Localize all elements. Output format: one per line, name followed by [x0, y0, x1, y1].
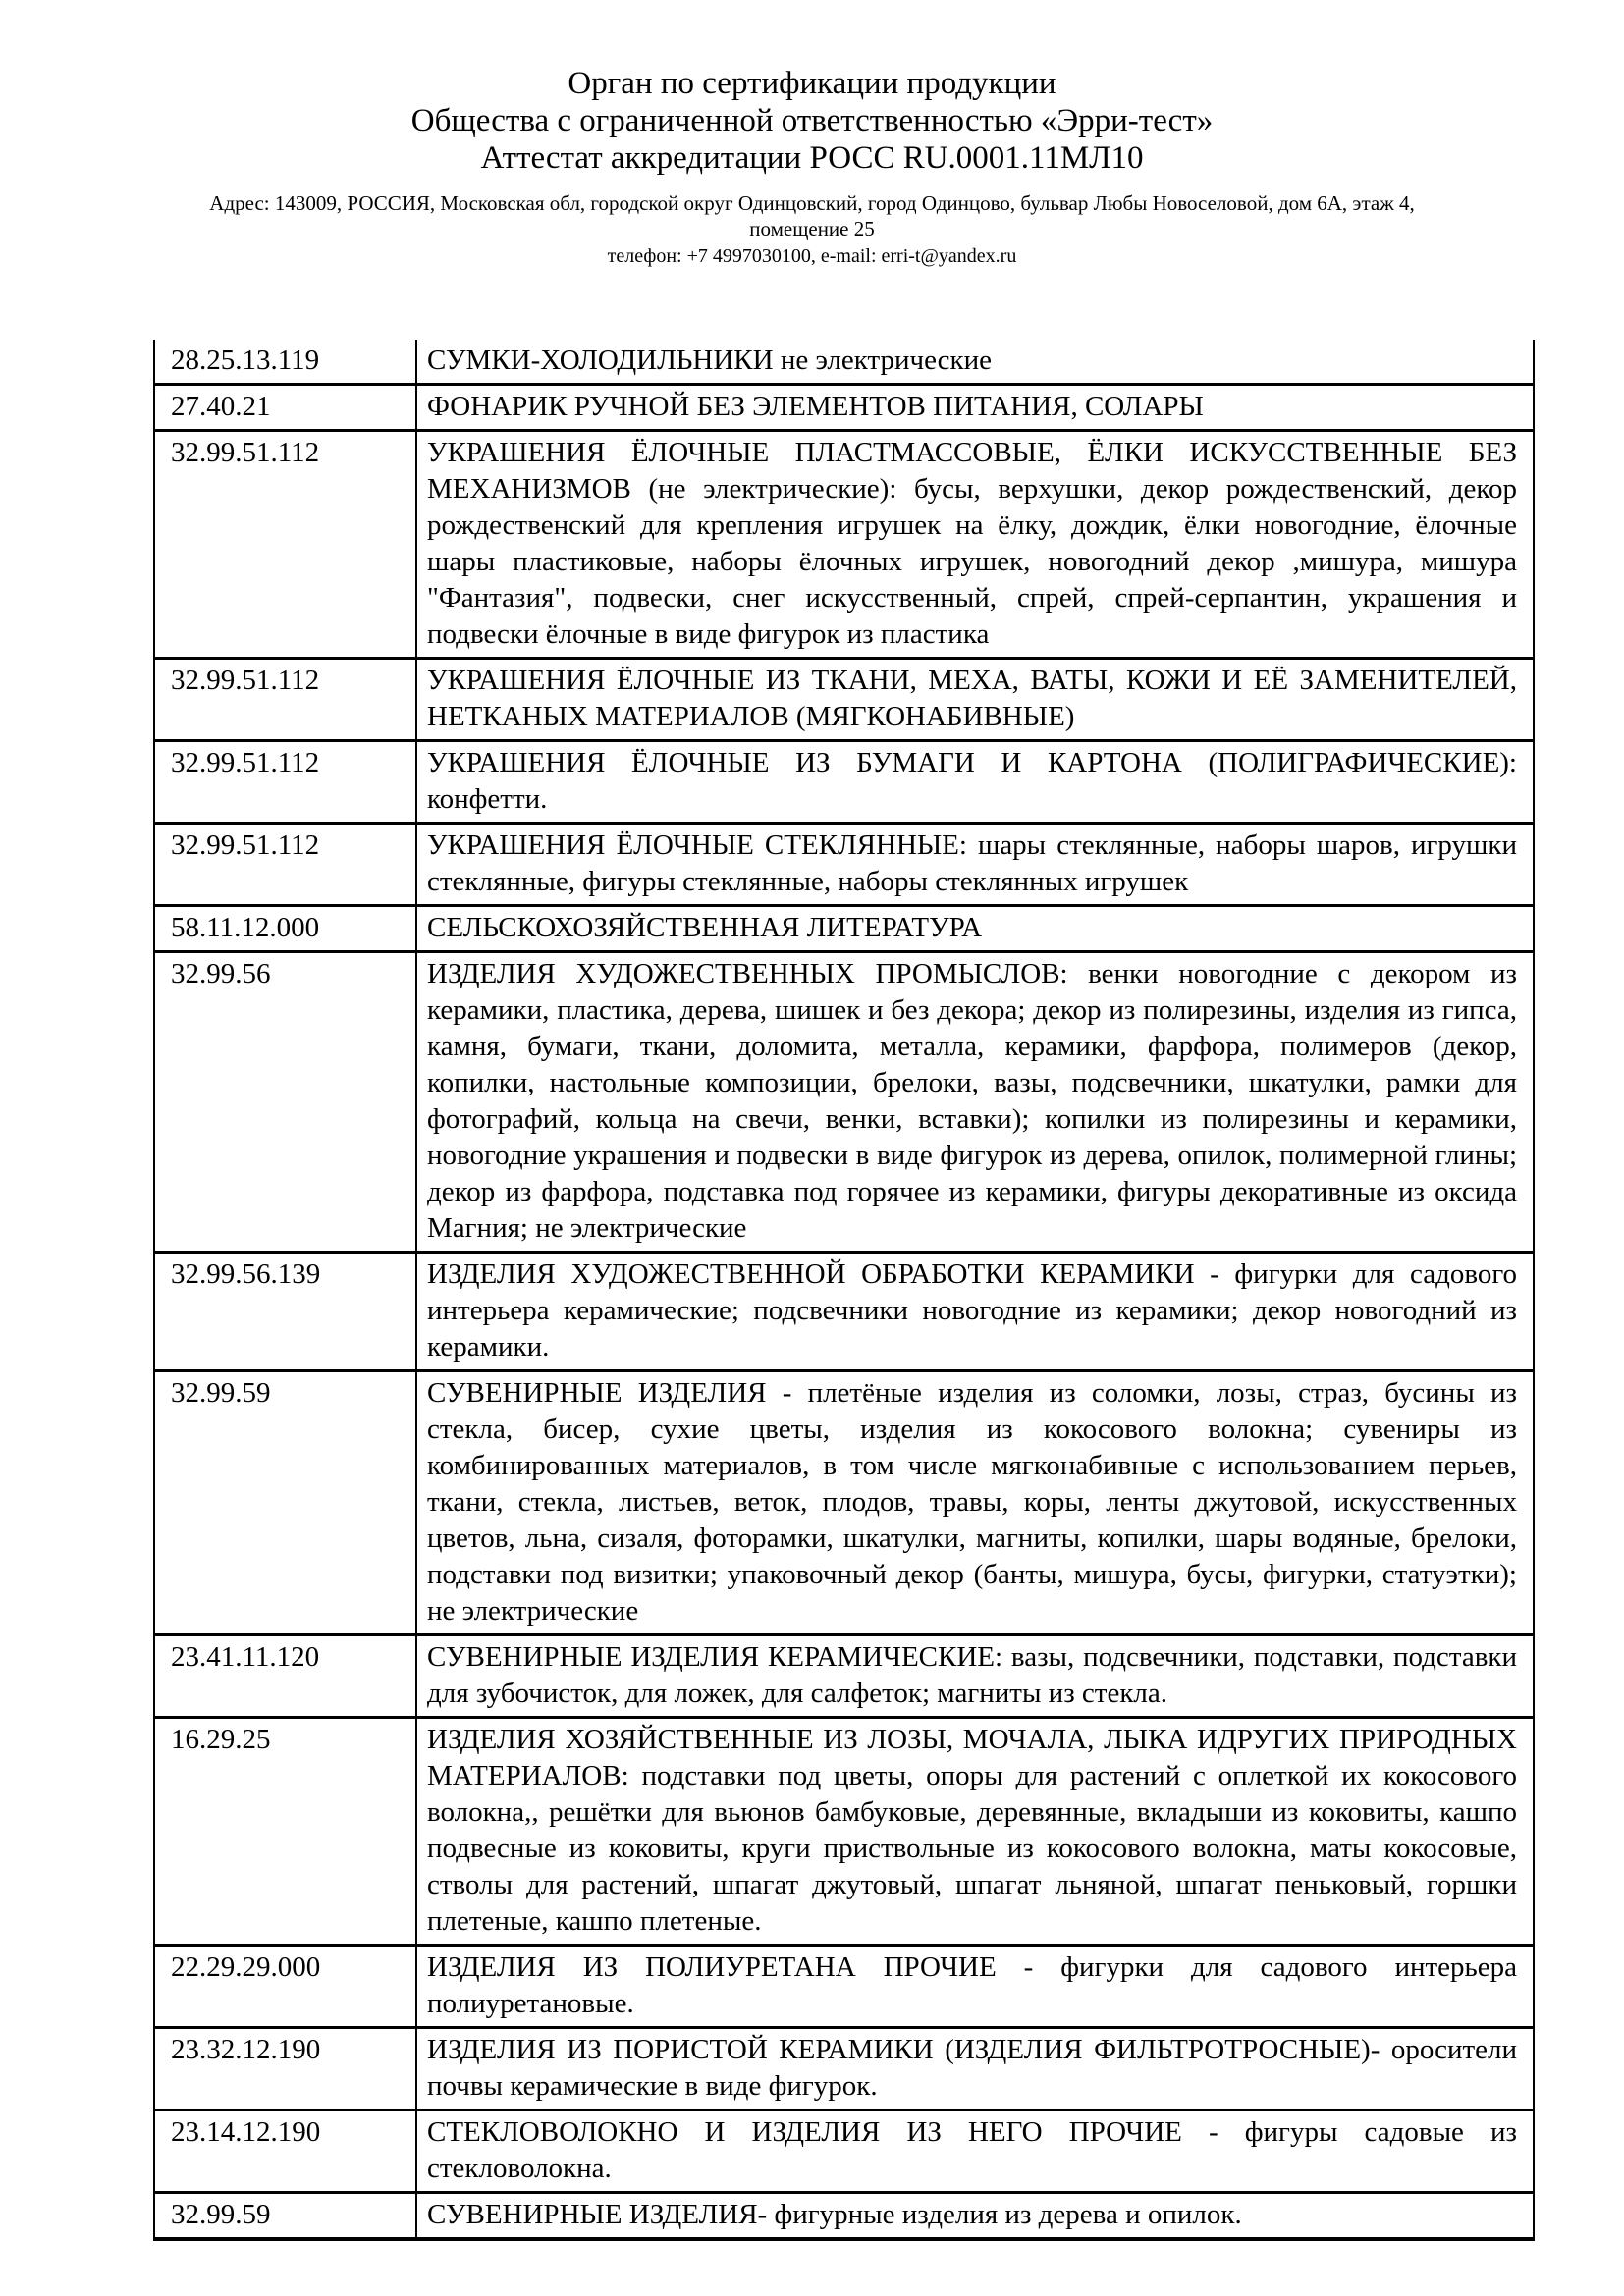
code-cell: 22.29.29.000	[154, 1946, 416, 2028]
product-table-body	[154, 340, 1534, 2239]
code-cell: 32.99.51.112	[154, 824, 416, 906]
code-cell: 27.40.21	[154, 385, 416, 431]
description-cell: ИЗДЕЛИЯ ХОЗЯЙСТВЕННЫЕ ИЗ ЛОЗЫ, МОЧАЛА, ЛЫКА ИДРУГИХ ПРИРОДНЫХ МАТЕРИАЛОВ: подставки под цветы, опоры для растений с оплеткой их кокосового волокна,, решётки для вьюнов бамбуковые, деревянные, вкладыши из коковиты, кашпо подвесные из коковиты, круги приствольные из кокосового волокна, маты кокосовые, стволы для растений, шпагат джутовый, шпагат льняной, шпагат пеньковый, горшки плетеные, кашпо плетеные.	[416, 1718, 1534, 1946]
description-cell: ИЗДЕЛИЯ ХУДОЖЕСТВЕННЫХ ПРОМЫСЛОВ: венки новогодние с декором из керамики, пластика, дерева, шишек и без декора; декор из полирезины, изделия из гипса, камня, бумаги, ткани, доломита, металла, керамики, фарфора, полимеров (декор, копилки, настольные композиции, брелоки, вазы, подсвечники, шкатулки, рамки для фотографий, кольца на свечи, венки, вставки); копилки из полирезины и керамики, новогодние украшения и подвески в виде фигурок из дерева, опилок, полимерной глины; декор из фарфора, подставка под горячее из керамики, фигуры декоративные из оксида Магния; не электрические	[416, 952, 1534, 1253]
description-cell: ИЗДЕЛИЯ ИЗ ПОЛИУРЕТАНА ПРОЧИЕ - фигурки для садового интерьера полиуретановые.	[416, 1946, 1534, 2028]
address-block	[0, 190, 1624, 241]
description-cell: УКРАШЕНИЯ ЁЛОЧНЫЕ ИЗ БУМАГИ И КАРТОНА (ПОЛИГРАФИЧЕСКИЕ): конфетти.	[416, 741, 1534, 824]
description-cell: ИЗДЕЛИЯ ИЗ ПОРИСТОЙ КЕРАМИКИ (ИЗДЕЛИЯ ФИЛЬТРОТРОСНЫЕ)- оросители почвы керамические в виде фигурок.	[416, 2028, 1534, 2110]
contact-line: телефон: +7 4997030100, e-mail: erri-t@yandex.ru	[607, 245, 1017, 267]
code-cell: 28.25.13.119	[154, 340, 416, 385]
address-line2: помещение 25	[749, 217, 875, 240]
code-cell: 23.14.12.190	[154, 2110, 416, 2193]
document-header	[0, 0, 1624, 269]
description-cell: СУВЕНИРНЫЕ ИЗДЕЛИЯ - плетёные изделия из соломки, лозы, страз, бусины из стекла, бисер, сухие цветы, изделия из кокосового волокна; сувениры из комбинированных материалов, в том числе мягконабивные с использованием перьев, ткани, стекла, листьев, веток, плодов, травы, коры, ленты джутовой, искусственных цветов, льна, сизаля, фоторамки, шкатулки, магниты, копилки, шары водяные, брелоки, подставки под визитки; упаковочный декор (банты, мишура, бусы, фигурки, статуэтки); не электрические	[416, 1371, 1534, 1635]
code-cell: 23.32.12.190	[154, 2028, 416, 2110]
description-cell: СУВЕНИРНЫЕ ИЗДЕЛИЯ КЕРАМИЧЕСКИЕ: вазы, подсвечники, подставки, подставки для зубочисток, для ложек, для салфеток; магниты из стекла.	[416, 1635, 1534, 1718]
table-row	[154, 431, 1534, 659]
code-cell: 32.99.56	[154, 952, 416, 1253]
org-title-line2: Общества с ограниченной ответственностью «Эрри-тест»	[410, 103, 1214, 138]
code-cell: 16.29.25	[154, 1718, 416, 1946]
code-cell: 32.99.51.112	[154, 659, 416, 741]
table-row	[154, 340, 1534, 385]
code-cell: 23.41.11.120	[154, 1635, 416, 1718]
description-cell: СЕЛЬСКОХОЗЯЙСТВЕННАЯ ЛИТЕРАТУРА	[416, 906, 1534, 952]
table-row	[154, 906, 1534, 952]
accreditation-line: Аттестат аккредитации РОСС RU.0001.11МЛ10	[480, 140, 1144, 176]
code-cell: 32.99.51.112	[154, 741, 416, 824]
description-cell: ИЗДЕЛИЯ ХУДОЖЕСТВЕННОЙ ОБРАБОТКИ КЕРАМИКИ - фигурки для садового интерьера керамические; подсвечники новогодние из керамики; декор новогодний из керамики.	[416, 1253, 1534, 1371]
table-row	[154, 1718, 1534, 1946]
table-row	[154, 659, 1534, 741]
description-cell: ФОНАРИК РУЧНОЙ БЕЗ ЭЛЕМЕНТОВ ПИТАНИЯ, СОЛАРЫ	[416, 385, 1534, 431]
table-row	[154, 2110, 1534, 2193]
code-cell: 32.99.59	[154, 1371, 416, 1635]
product-codes-table	[153, 340, 1535, 2241]
table-row	[154, 385, 1534, 431]
table-row	[154, 824, 1534, 906]
table-row	[154, 741, 1534, 824]
description-cell: СТЕКЛОВОЛОКНО И ИЗДЕЛИЯ ИЗ НЕГО ПРОЧИЕ - фигуры садовые из стекловолокна.	[416, 2110, 1534, 2193]
code-cell: 32.99.56.139	[154, 1253, 416, 1371]
description-cell: УКРАШЕНИЯ ЁЛОЧНЫЕ ИЗ ТКАНИ, МЕХА, ВАТЫ, КОЖИ И ЕЁ ЗАМЕНИТЕЛЕЙ, НЕТКАНЫХ МАТЕРИАЛОВ (МЯГКОНАБИВНЫЕ)	[416, 659, 1534, 741]
code-cell: 58.11.12.000	[154, 906, 416, 952]
table-row	[154, 1253, 1534, 1371]
org-title-line1: Орган по сертификации продукции	[568, 66, 1056, 101]
address-line1: Адрес: 143009, РОССИЯ, Московская обл, городской округ Одинцовский, город Одинцово, бульвар Любы Новоселовой, дом 6А, этаж 4,	[209, 191, 1415, 215]
description-cell: УКРАШЕНИЯ ЁЛОЧНЫЕ ПЛАСТМАССОВЫЕ, ЁЛКИ ИСКУССТВЕННЫЕ БЕЗ МЕХАНИЗМОВ (не электрические): бусы, верхушки, декор рождественский, декор рождественский для крепления игрушек на ёлку, дождик, ёлки новогодние, ёлочные шары пластиковые, наборы ёлочных игрушек, новогодний декор ,мишура, мишура "Фантазия", подвески, снег искусственный, спрей, спрей-серпантин, украшения и подвески ёлочные в виде фигурок из пластика	[416, 431, 1534, 659]
table-row	[154, 1946, 1534, 2028]
table-row	[154, 1635, 1534, 1718]
table-row	[154, 952, 1534, 1253]
description-cell: СУМКИ-ХОЛОДИЛЬНИКИ не электрические	[416, 340, 1534, 385]
description-cell: СУВЕНИРНЫЕ ИЗДЕЛИЯ- фигурные изделия из дерева и опилок.	[416, 2193, 1534, 2240]
table-row	[154, 2028, 1534, 2110]
table-row	[154, 1371, 1534, 1635]
table-row	[154, 2193, 1534, 2240]
description-cell: УКРАШЕНИЯ ЁЛОЧНЫЕ СТЕКЛЯННЫЕ: шары стеклянные, наборы шаров, игрушки стеклянные, фигуры стеклянные, наборы стеклянных игрушек	[416, 824, 1534, 906]
code-cell: 32.99.51.112	[154, 431, 416, 659]
code-cell: 32.99.59	[154, 2193, 416, 2240]
